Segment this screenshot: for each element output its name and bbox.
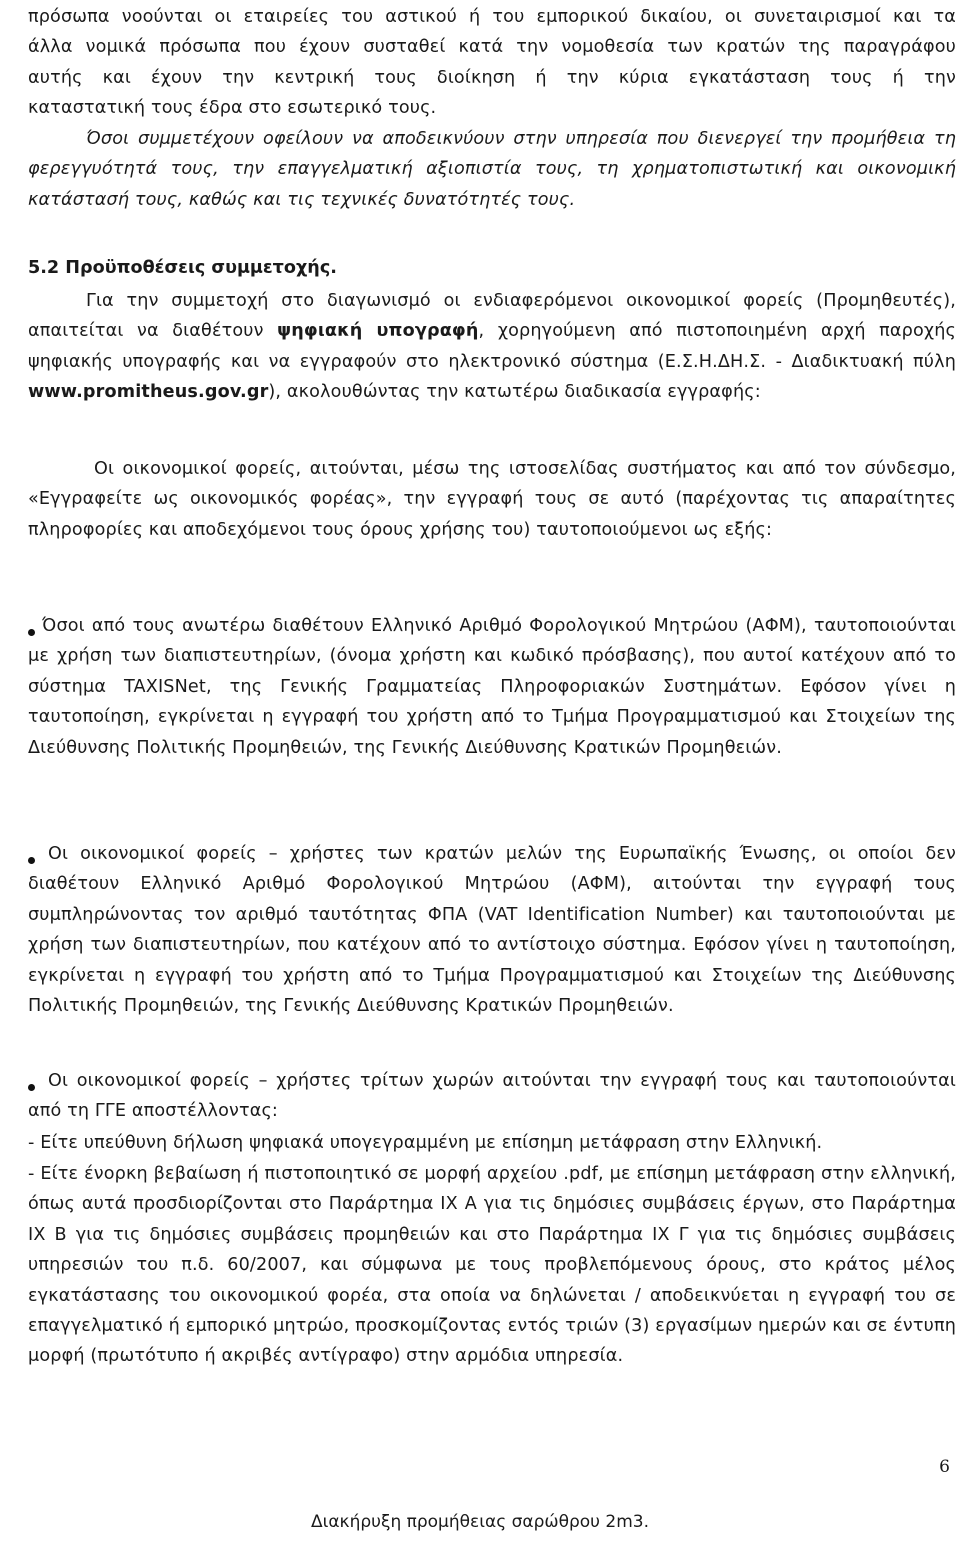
digital-signature-text: ψηφιακή υπογραφή — [277, 321, 479, 342]
participation-text-e: ), ακολουθώντας την κατωτέρω διαδικασία εγγραφής: — [268, 382, 761, 403]
bullet-text-third-countries: Οι οικονομικοί φορείς – χρήστες τρίτων χωρών αιτούνται την εγγραφή τους και ταυτοποιούνται από τη ΓΓΕ αποστέλλοντας: — [28, 1071, 956, 1122]
intro-line-3: αυτής και έχουν την κεντρική τους διοίκηση ή την κύρια εγκατάσταση τους ή την — [28, 67, 956, 88]
intro-paragraph — [28, 2, 956, 124]
bullet-item-eu — [28, 839, 956, 1021]
bullet-icon — [28, 1084, 35, 1091]
participation-paragraph — [28, 286, 956, 408]
bullet-text-eu: Οι οικονομικοί φορείς – χρήστες των κρατών μελών της Ευρωπαϊκής Ένωσης, οι οποίοι δεν διαθέτουν Ελληνικό Αριθμό Φορολογικού Μητρώου (ΑΦΜ), αιτούνται την εγγραφή τους συμπληρώνοντας τον αριθμό ταυτότητας ΦΠΑ (VAT Identification Number) και ταυτοποιούνται με χρήση των διαπιστευτηρίων, που κατέχουν από το αντίστοιχο σύστημα. Εφόσον γίνει η ταυτοποίηση, εγκρίνεται η εγγραφή του χρήστη από το Τμήμα Προγραμματισμού και Στοιχείων της Διεύθυνσης Πολιτικής Προμηθειών, της Γενικής Διεύθυνσης Κρατικών Προμηθειών. — [28, 844, 956, 1017]
section-heading: 5.2 Προϋποθέσεις συμμετοχής. — [28, 258, 337, 278]
dash-item-2: - Είτε ένορκη βεβαίωση ή πιστοποιητικό σε μορφή αρχείου .pdf, με επίσημη μετάφραση στην ελληνική, όπως αυτά προσδιορίζονται στο Παράρτημα ΙΧ Α για τις δημόσιες συμβάσεις έργων, στο Παράρτημα ΙΧ Β για τις δημόσιες συμβάσεις προμηθειών και στο Παράρτημα ΙΧ Γ για τις δημόσιες συμβάσεις υπηρεσιών του π.δ. 60/2007, και σύμφωνα με τους προβλεπόμενους όρους, στο κράτος μέλος εγκατάστασης του οικονομικού φορέα, στα οποία να δηλώνεται / αποδεικνύεται η εγγραφή του σε επαγγελματικό ή εμπορικό μητρώο, προσκομίζοντας εντός τριών (3) εργασίμων ημερών και σε έντυπη μορφή (πρωτότυπο ή ακριβές αντίγραφο) στην αρμόδια υπηρεσία. — [28, 1164, 956, 1367]
bullet-item-third-countries — [28, 1066, 956, 1127]
participants-paragraph: Όσοι συμμετέχουν οφείλουν να αποδεικνύουν στην υπηρεσία που διενεργεί την προμήθεια τη φερεγγυότητά τους, την επαγγελματική αξιοπιστία τους, τη χρηματοπιστωτική και οικονομική κατάστασή τους, καθώς και τις τεχνικές δυνατότητές τους. — [28, 129, 956, 210]
bullet-item-greek-afm — [28, 611, 956, 763]
registration-paragraph: Οι οικονομικοί φορείς, αιτούνται, μέσω της ιστοσελίδας συστήματος και από τον σύνδεσμο, «Εγγραφείτε ως οικονομικός φορέας», την εγγραφή τους σε αυτό (παρέχοντας τις απαραίτητες πληροφορίες και αποδεχόμενοι τους όρους χρήσης του) ταυτοποιούμενοι ως εξής: — [28, 459, 956, 540]
intro-line-2: άλλα νομικά πρόσωπα που έχουν συσταθεί κατά την νομοθεσία των κρατών της παραγράφου — [28, 37, 956, 58]
bullet-text-greek-afm: Όσοι από τους ανωτέρω διαθέτουν Ελληνικό Αριθμό Φορολογικού Μητρώου (ΑΦΜ), ταυτοποιούνται με χρήση των διαπιστευτηρίων, (όνομα χρήστη και κωδικό πρόσβασης), που αυτοί κατέχουν από το σύστημα TAXISNet, της Γενικής Γραμματείας Πληροφοριακών Συστημάτων. Εφόσον γίνει η ταυτοποίηση, εγκρίνεται η εγγραφή του χρήστη από το Τμήμα Προγραμματισμού και Στοιχείων της Διεύθυνσης Πολιτικής Προμηθειών, της Γενικής Διεύθυνσης Κρατικών Προμηθειών. — [28, 616, 956, 758]
bullet-icon — [28, 857, 35, 864]
dash-item-1: - Είτε υπεύθυνη δήλωση ψηφιακά υπογεγραμμένη με επίσημη μετάφραση στην Ελληνική. — [28, 1133, 823, 1153]
participation-text-a: Για την συμμετοχή στο διαγωνισμό οι ενδιαφερόμενοι οικονομικοί φορείς (Προμηθευτές), απαιτείται να διαθέτουν — [28, 291, 956, 342]
page-footer: Διακήρυξη προμήθειας σαρώθρου 2m3. — [310, 1512, 650, 1532]
bullet-icon — [28, 629, 35, 636]
participation-text-c: , χορηγούμενη από πιστοποιημένη αρχή παροχής ψηφιακής υπογραφής και να εγγραφούν στο ηλεκτρονικό σύστημα (Ε.Σ.Η.ΔΗ.Σ. - Διαδικτυακή πύλη — [28, 321, 956, 372]
page-number: 6 — [939, 1457, 950, 1477]
intro-line-4: καταστατική τους έδρα στο εσωτερικό τους. — [28, 98, 437, 119]
intro-line-1: πρόσωπα νοούνται οι εταιρείες του αστικού ή του εμπορικού δικαίου, οι συνεταιρισμοί και τα — [28, 7, 956, 27]
promitheus-link[interactable]: www.promitheus.gov.gr — [28, 382, 269, 403]
